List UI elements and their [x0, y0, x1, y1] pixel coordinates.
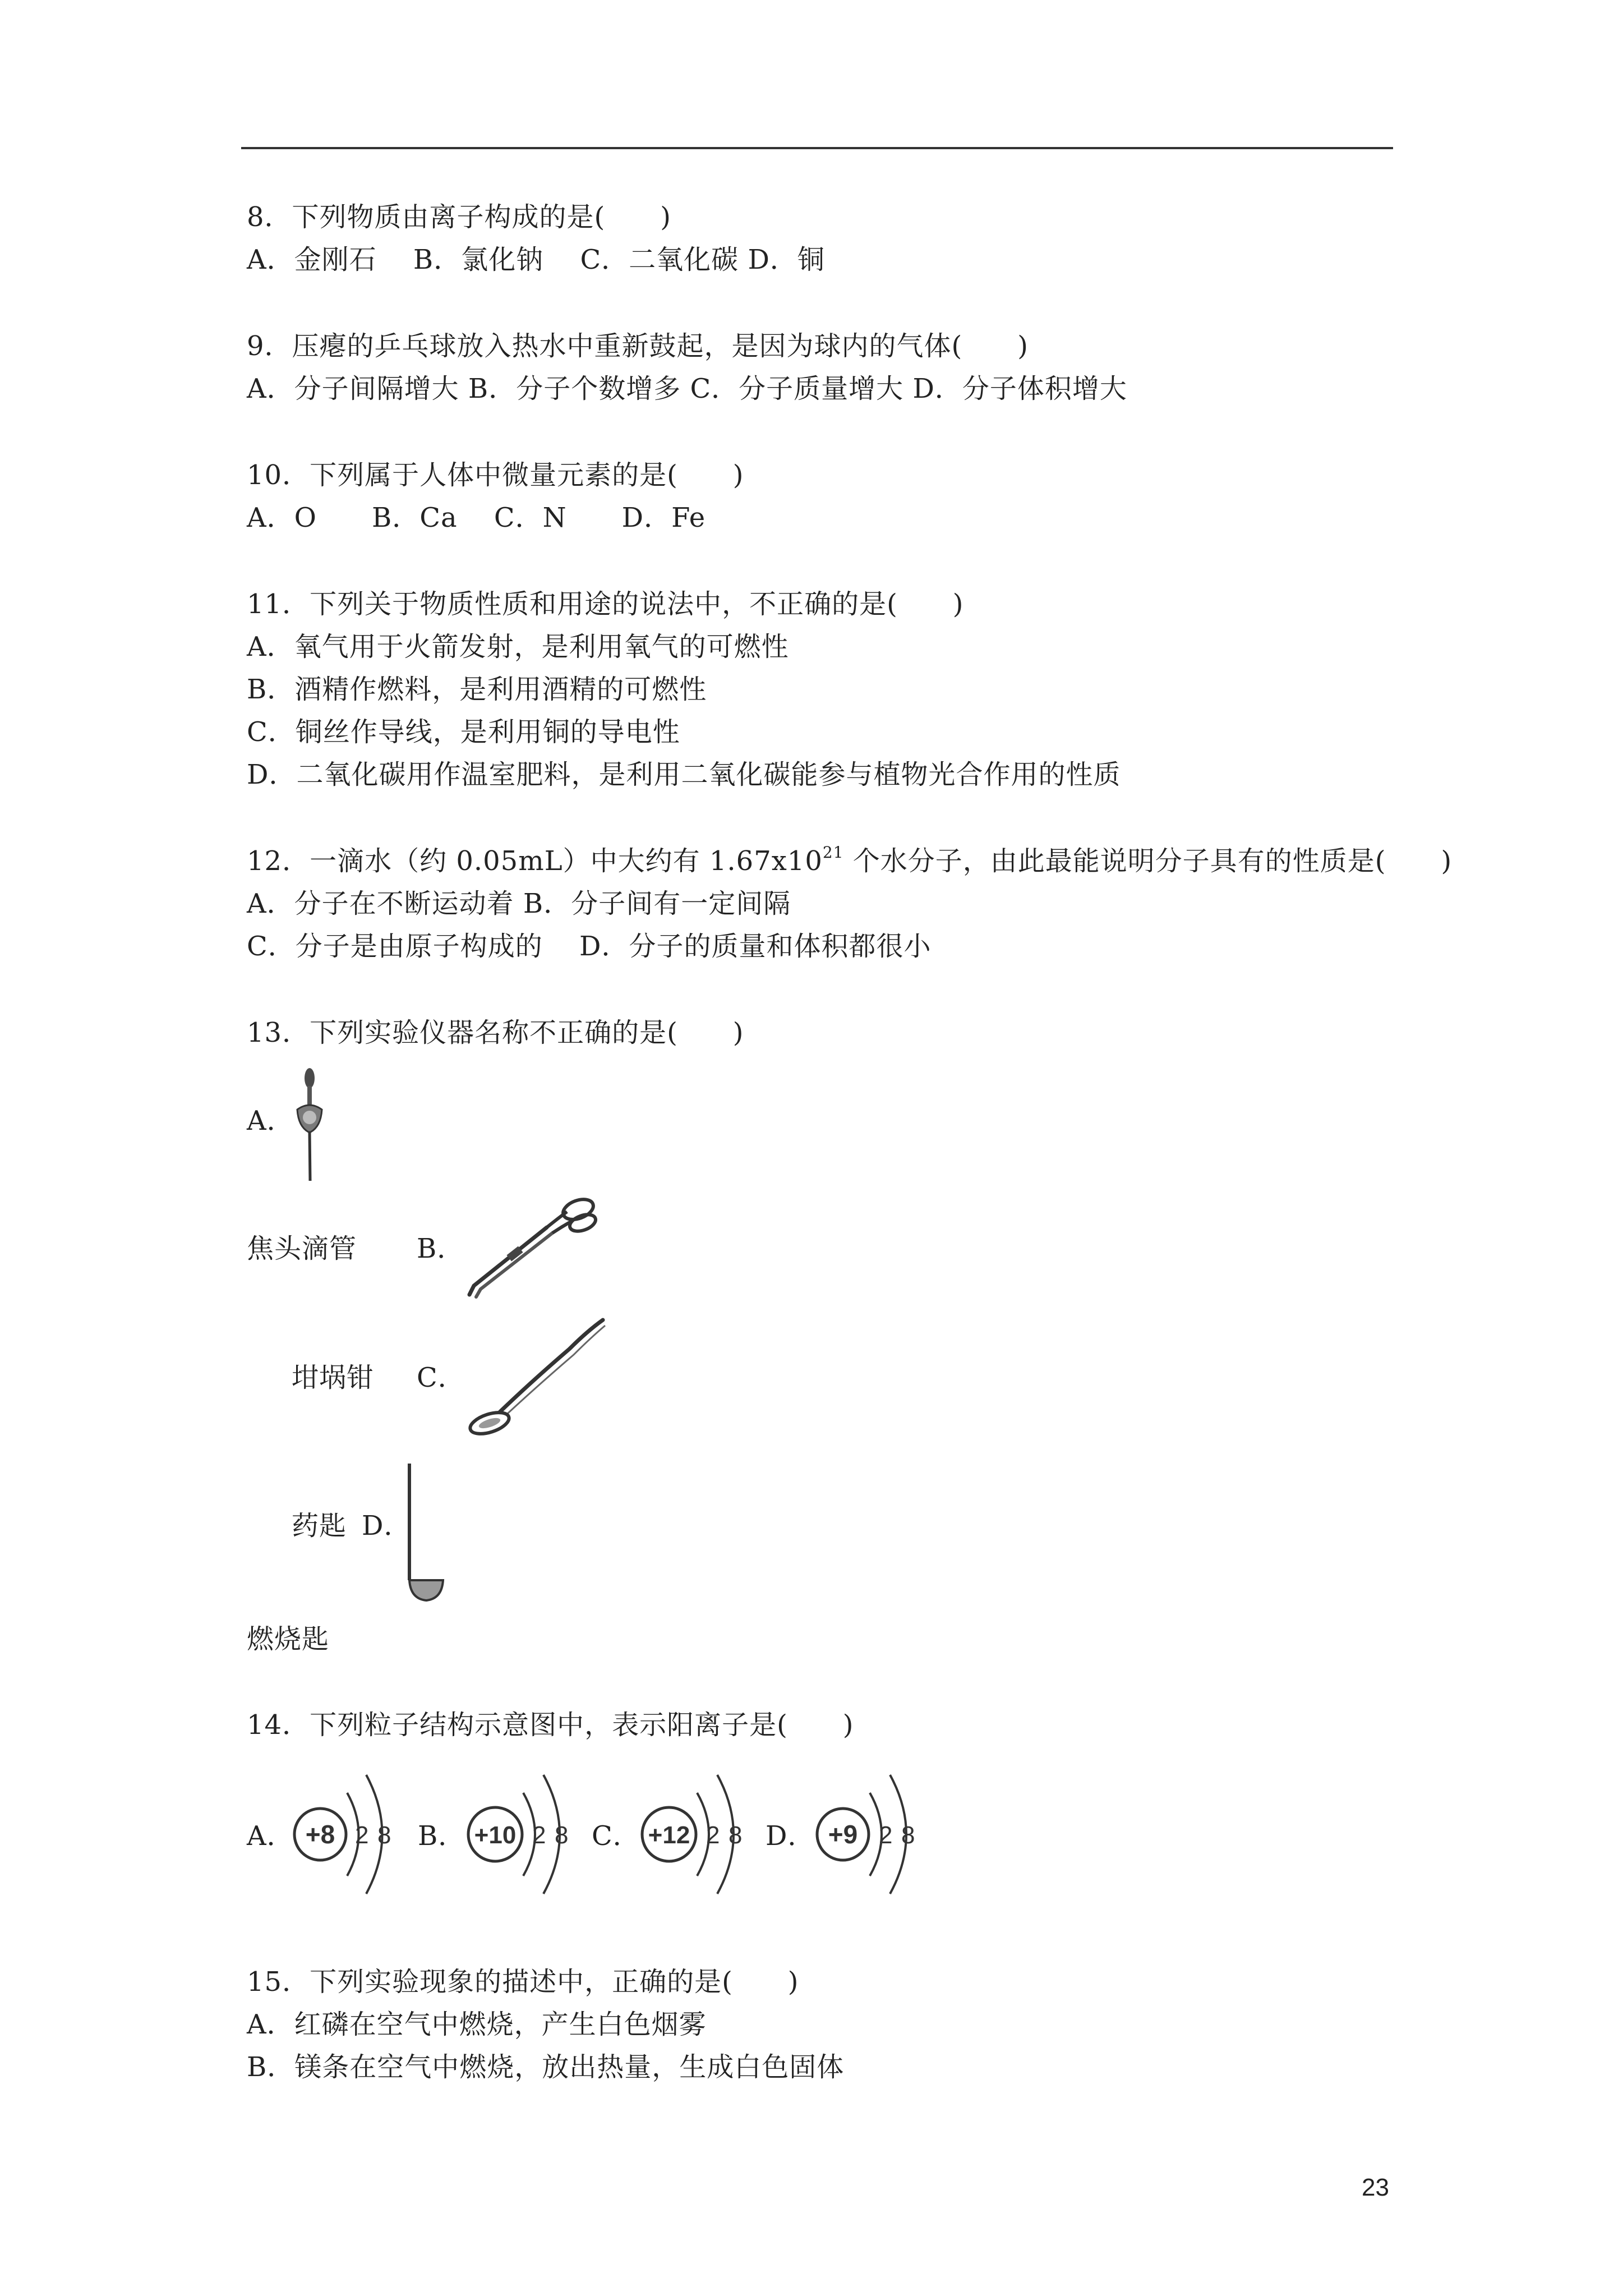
question-13-label-a: A．: [247, 1105, 294, 1137]
shell-1-electrons-a: 2: [355, 1821, 369, 1849]
nucleus-charge-d: +9: [828, 1820, 858, 1849]
question-14-label-a: A．: [247, 1820, 294, 1852]
question-15-stem: 15．下列实验现象的描述中，正确的是( ): [247, 1966, 799, 1998]
question-10-options: A．O B．Ca C．N D．Fe: [247, 502, 706, 533]
question-11-option-b: B．酒精作燃料，是利用酒精的可燃性: [247, 674, 707, 705]
exponent: 21: [822, 843, 844, 862]
shell-2-electrons-b: 8: [555, 1821, 569, 1849]
spatula-image: [463, 1315, 614, 1439]
question-14-label-c: C．: [592, 1820, 640, 1852]
shell-1-electrons-c: 2: [706, 1821, 720, 1849]
question-11-option-c: C．铜丝作导线，是利用铜的导电性: [247, 716, 680, 748]
question-13-stem: 13．下列实验仪器名称不正确的是( ): [247, 1017, 744, 1048]
question-8-stem: 8．下列物质由离子构成的是( ): [247, 201, 671, 233]
question-13-name-a: 焦头滴管: [247, 1233, 357, 1264]
shell-2-electrons-a: 8: [377, 1821, 391, 1849]
dropper-image: [292, 1066, 331, 1184]
question-11-option-a: A．氧气用于火箭发射，是利用氧气的可燃性: [247, 631, 789, 662]
question-13-label-b: B．: [417, 1233, 465, 1264]
question-15-option-b: B．镁条在空气中燃烧，放出热量，生成白色固体: [247, 2051, 845, 2083]
question-10-stem: 10．下列属于人体中微量元素的是( ): [247, 459, 744, 491]
question-11-option-d: D．二氧化碳用作温室肥料，是利用二氧化碳能参与植物光合作用的性质: [247, 759, 1121, 790]
question-8-options: A．金刚石 B．氯化钠 C．二氧化碳 D．铜: [247, 244, 825, 275]
nucleus-charge-b: +10: [474, 1821, 517, 1849]
question-13-label-d: D．: [362, 1510, 412, 1542]
question-14-label-d: D．: [766, 1820, 815, 1852]
combustion-spoon-image: [398, 1461, 454, 1604]
atom-diagram-b: [463, 1761, 580, 1907]
question-13-label-c: C．: [417, 1362, 465, 1393]
shell-2-electrons-d: 8: [901, 1821, 915, 1849]
question-12-options-row2: C．分子是由原子构成的 D．分子的质量和体积都很小: [247, 931, 932, 962]
atom-diagram-a: [289, 1761, 401, 1907]
nucleus-charge-a: +8: [305, 1820, 335, 1849]
question-12-stem: 12．一滴水（约 0.05mL）中大约有 $1.67x10^{21}$ 个水分子，由此最能说明分子具有的性质是( ): [247, 843, 1453, 877]
question-9-options: A．分子间隔增大 B．分子个数增多 C．分子质量增大 D．分子体积增大: [247, 373, 1127, 404]
header-rule: [241, 147, 1393, 149]
question-13-name-c: 药匙: [292, 1510, 347, 1542]
question-9-stem: 9．压瘪的乒乓球放入热水中重新鼓起，是因为球内的气体( ): [247, 330, 1029, 362]
shell-1-electrons-d: 2: [879, 1821, 893, 1849]
question-13-name-d: 燃烧匙: [247, 1623, 330, 1655]
shell-1-electrons-b: 2: [532, 1821, 546, 1849]
atom-diagram-c: [637, 1761, 754, 1907]
question-14-stem: 14．下列粒子结构示意图中，表示阳离子是( ): [247, 1709, 854, 1741]
page-number: 23: [1362, 2174, 1389, 2201]
atom-diagram-d: [810, 1761, 928, 1907]
question-14-label-b: B．: [418, 1820, 466, 1852]
question-11-stem: 11．下列关于物质性质和用途的说法中，不正确的是( ): [247, 588, 964, 620]
nucleus-charge-c: +12: [648, 1821, 690, 1849]
crucible-tongs-image: [463, 1189, 603, 1301]
question-13-name-b: 坩埚钳: [292, 1362, 375, 1393]
question-12-options-row1: A．分子在不断运动着 B．分子间有一定间隔: [247, 888, 791, 919]
shell-2-electrons-c: 8: [728, 1821, 743, 1849]
question-15-option-a: A．红磷在空气中燃烧，产生白色烟雾: [247, 2009, 707, 2040]
